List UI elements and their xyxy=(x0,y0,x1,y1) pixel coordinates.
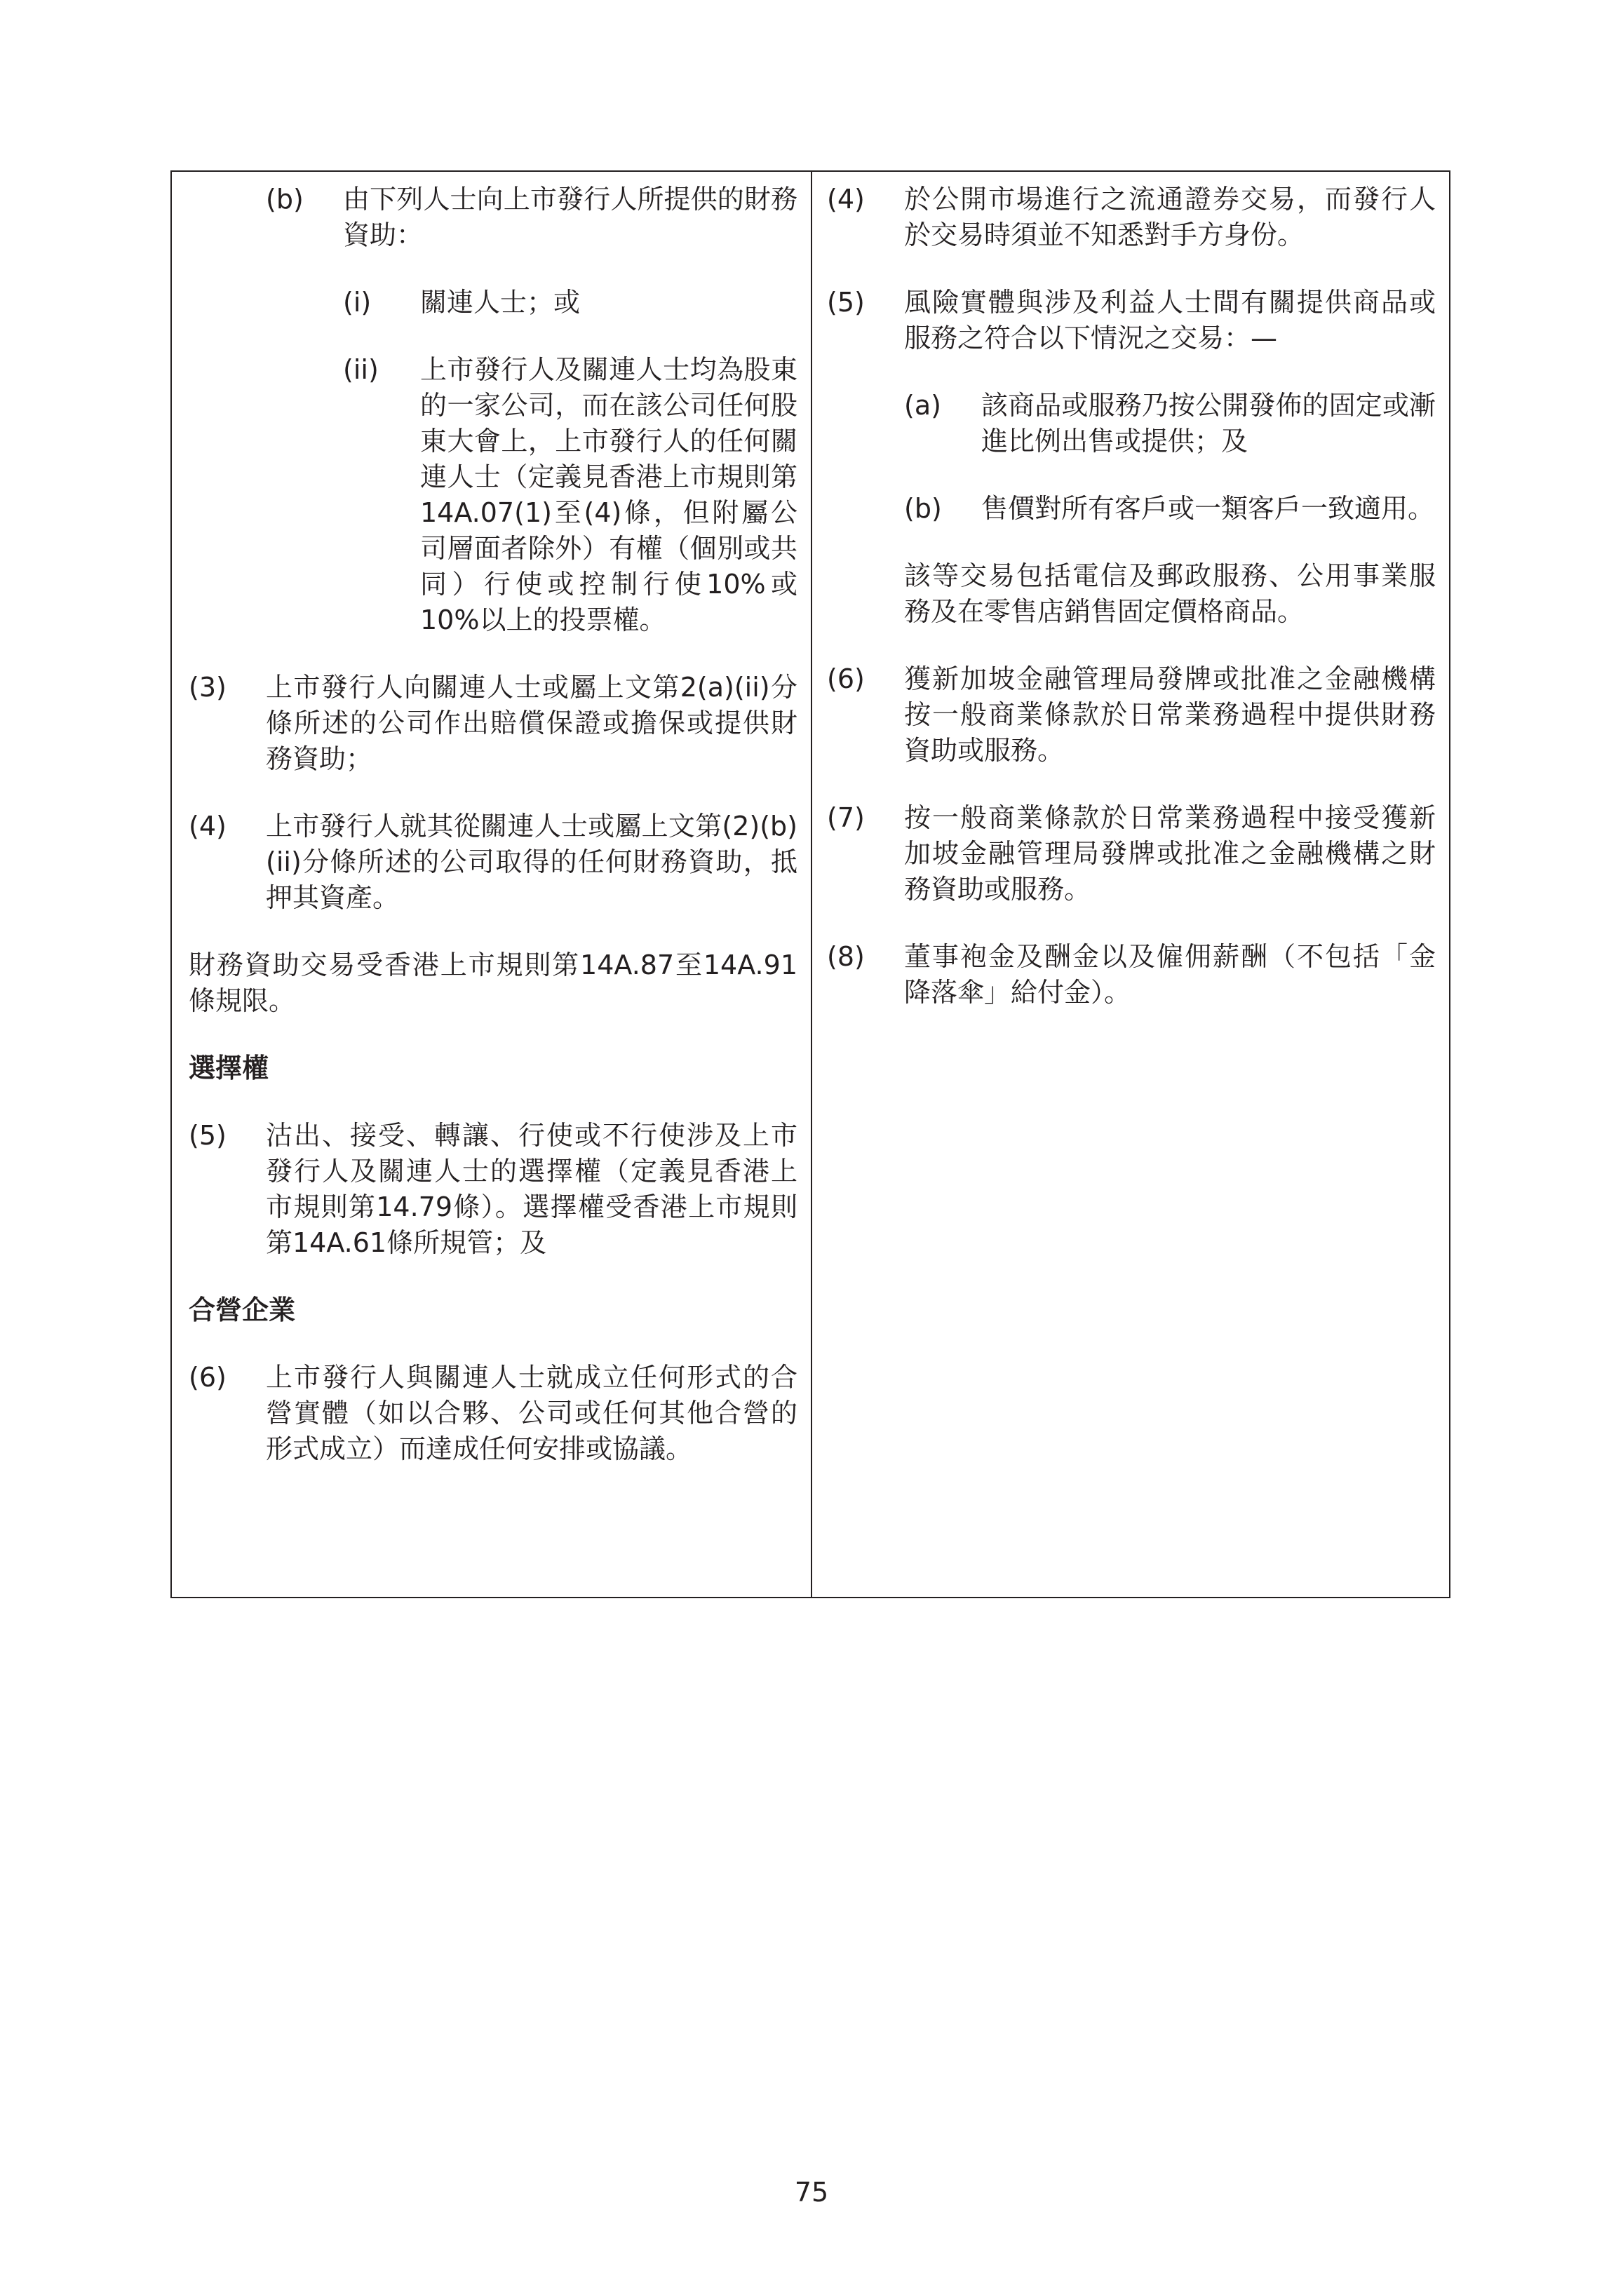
item-number: (5) xyxy=(827,287,865,318)
item-number: (4) xyxy=(189,811,227,842)
item-number: (6) xyxy=(827,663,865,694)
list-item xyxy=(189,1118,797,1261)
item-number: (b) xyxy=(904,493,942,524)
column-divider xyxy=(811,172,812,1597)
item-text: 沽出、接受、轉讓、行使或不行使涉及上市發行人及關連人士的選擇權（定義見香港上市規則第14.79條）。選擇權受香港上市規則第14A.61條所規管；及 xyxy=(266,1120,797,1258)
item-number: (i) xyxy=(343,287,372,318)
list-item xyxy=(827,800,1436,907)
list-item xyxy=(189,285,797,320)
financial-assistance-note: 財務資助交易受香港上市規則第14A.87至14A.91條規限。 xyxy=(189,950,797,1016)
section-heading-joint-ventures: 合營企業 xyxy=(189,1295,296,1325)
comparison-table xyxy=(170,170,1450,1598)
list-item xyxy=(827,661,1436,769)
list-item xyxy=(827,182,1436,253)
item-number: (a) xyxy=(904,390,941,421)
right-column xyxy=(827,182,1436,1042)
item-number: (4) xyxy=(827,184,865,215)
item-text: 獲新加坡金融管理局發牌或批准之金融機構按一般商業條款於日常業務過程中提供財務資助或服務。 xyxy=(904,663,1436,766)
item-number: (b) xyxy=(266,184,304,215)
item-text: 上市發行人及關連人士均為股東的一家公司，而在該公司任何股東大會上，上市發行人的任何關連人士（定義見香港上市規則第14A.07(1)至(4)條，但附屬公司層面者除外）有權（個別或共同）行使或控制行使10%或10%以上的投票權。 xyxy=(420,354,797,635)
item-number: (3) xyxy=(189,672,227,703)
item-text: 上市發行人就其從關連人士或屬上文第(2)(b)(ii)分條所述的公司取得的任何財務資助，抵押其資產。 xyxy=(266,811,797,913)
item-number: (5) xyxy=(189,1120,227,1151)
item-number: (7) xyxy=(827,802,865,833)
item-number: (8) xyxy=(827,941,865,972)
item-number: (ii) xyxy=(343,354,379,385)
item-text: 董事袍金及酬金以及僱佣薪酬（不包括「金降落傘」給付金）。 xyxy=(904,941,1436,1008)
item-text: 關連人士；或 xyxy=(420,287,581,318)
item-text: 由下列人士向上市發行人所提供的財務資助： xyxy=(343,184,797,250)
item-text: 該商品或服務乃按公開發佈的固定或漸進比例出售或提供；及 xyxy=(981,390,1436,457)
list-item xyxy=(827,285,1436,356)
left-column xyxy=(189,182,797,1499)
list-item xyxy=(189,352,797,638)
item-text: 上市發行人向關連人士或屬上文第2(a)(ii)分條所述的公司作出賠償保證或擔保或提供財務資助； xyxy=(266,672,797,774)
item-text: 按一般商業條款於日常業務過程中接受獲新加坡金融管理局發牌或批准之金融機構之財務資助或服務。 xyxy=(904,802,1436,905)
list-item xyxy=(189,182,797,253)
page-number: 75 xyxy=(794,2177,829,2208)
item-text: 售價對所有客戶或一類客戶一致適用。 xyxy=(981,493,1435,524)
item-number: (6) xyxy=(189,1362,227,1393)
list-item xyxy=(827,491,1436,527)
list-item xyxy=(189,1360,797,1467)
list-item xyxy=(827,939,1436,1011)
list-item xyxy=(189,809,797,916)
list-item xyxy=(189,670,797,777)
section-heading-options: 選擇權 xyxy=(189,1053,269,1083)
transactions-note: 該等交易包括電信及郵政服務、公用事業服務及在零售店銷售固定價格商品。 xyxy=(904,560,1436,627)
item-text: 風險實體與涉及利益人士間有關提供商品或服務之符合以下情況之交易：— xyxy=(904,287,1436,353)
list-item xyxy=(827,388,1436,459)
item-text: 於公開市場進行之流通證券交易，而發行人於交易時須並不知悉對手方身份。 xyxy=(904,184,1436,250)
item-text: 上市發行人與關連人士就成立任何形式的合營實體（如以合夥、公司或任何其他合營的形式成立）而達成任何安排或協議。 xyxy=(266,1362,797,1464)
